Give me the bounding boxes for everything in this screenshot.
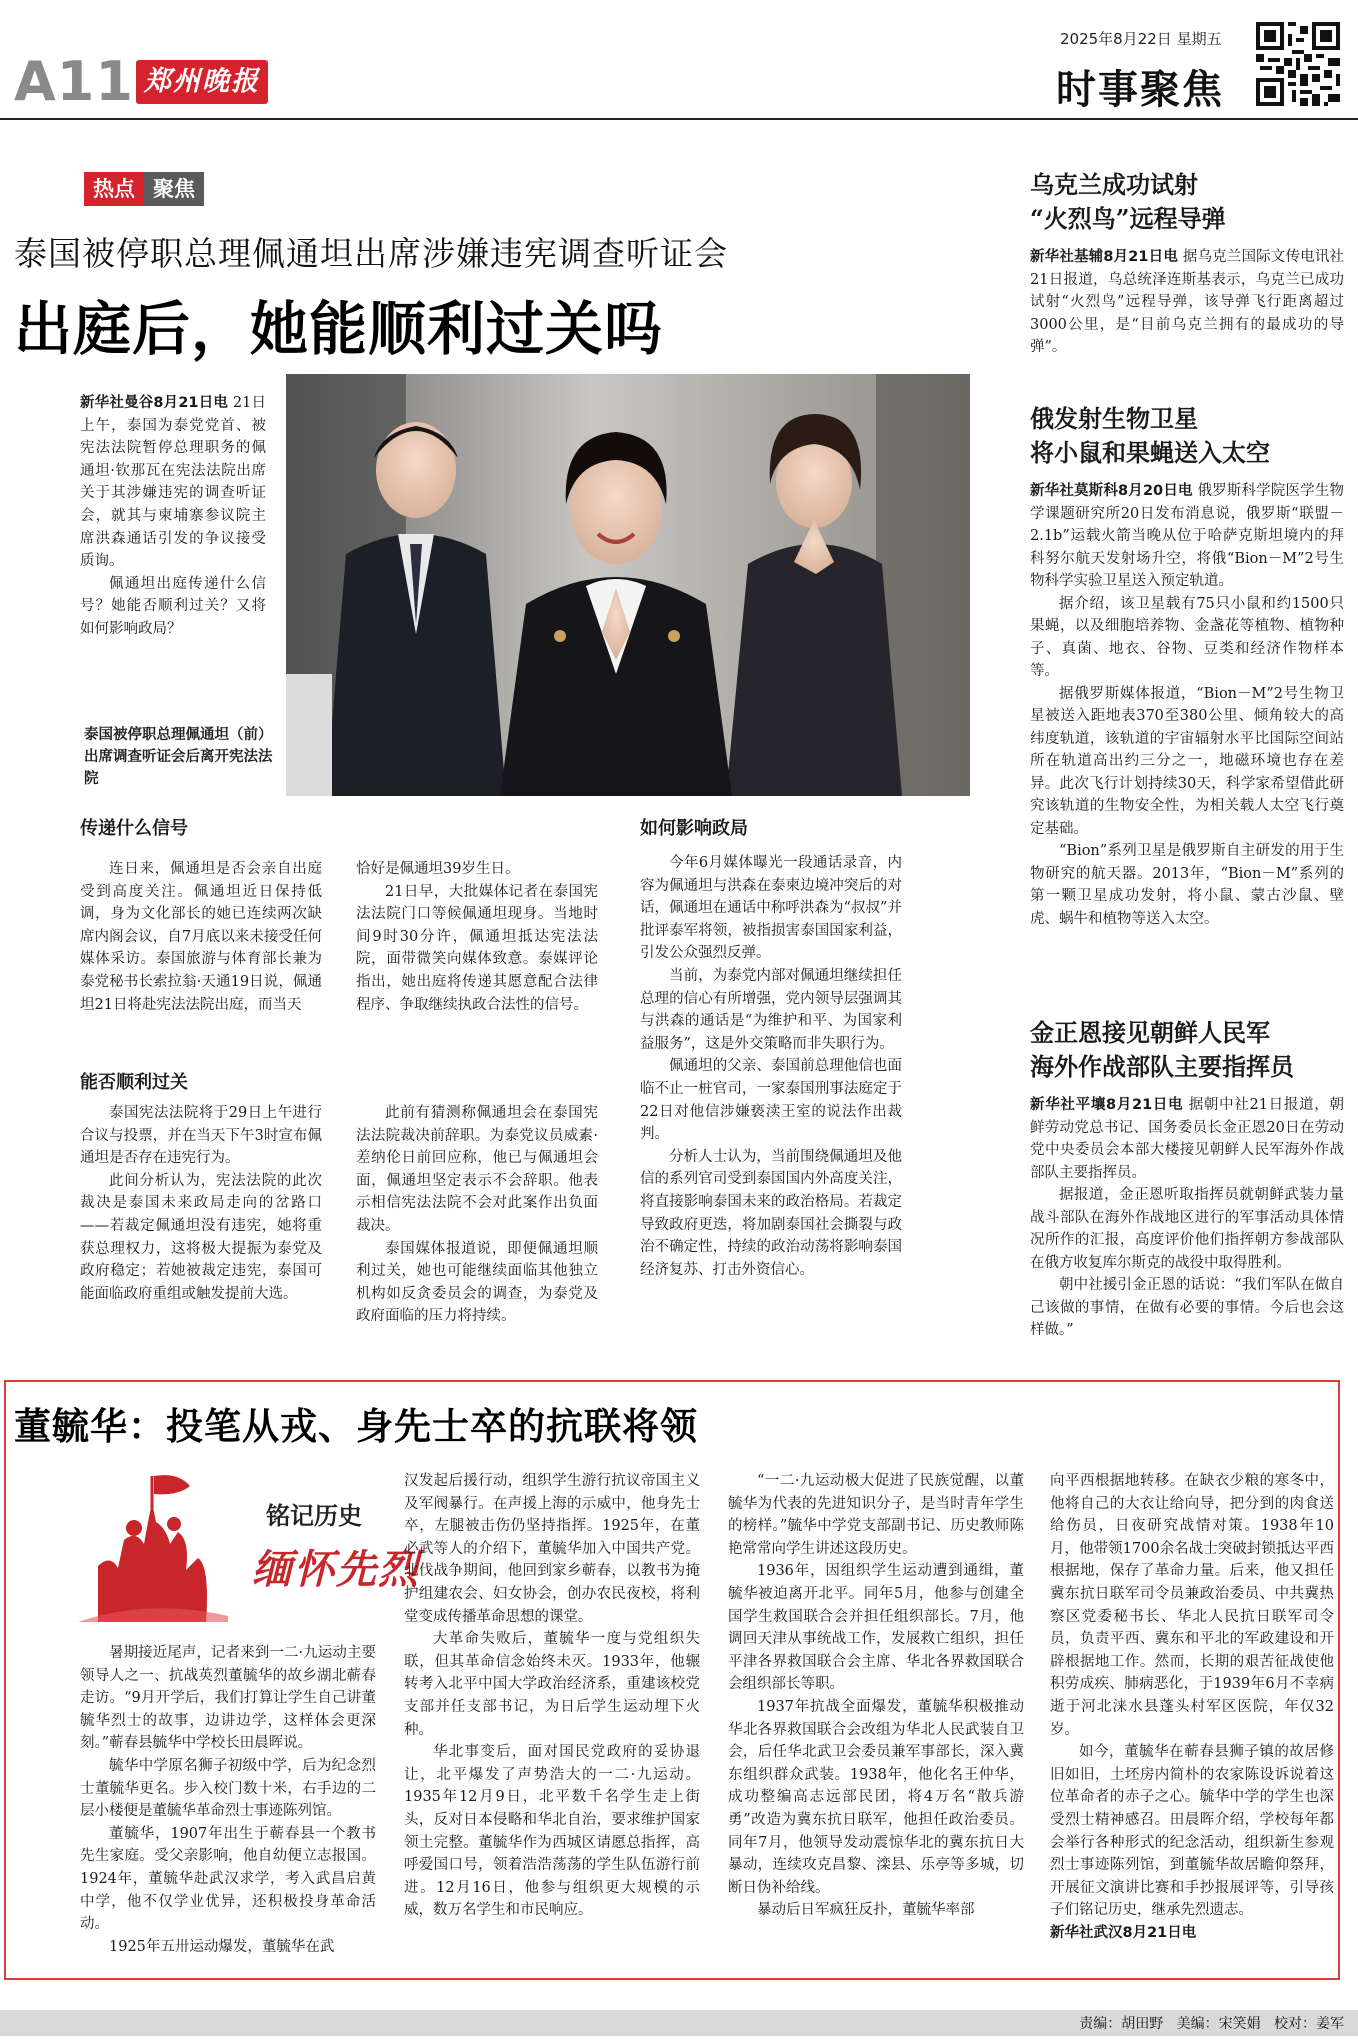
- masthead-rule: [0, 118, 1358, 120]
- lead-section1-title: 传递什么信号: [80, 818, 188, 839]
- feature-col4: 向平西根据地转移。在缺衣少粮的寒冬中，他将自己的大衣让给向导，把分到的肉食送给伤员，日夜研究战情对策。1938年10月，他带领1700余名战士突破封锁抵达平西根据地，保存了革命力量。后来，他又担任冀东抗日联军司令员兼政治委员、中共冀热察区党委秘书长、华北人民抗日联军司令员，负责平西、冀东和平北的军政建设和开辟根据地工作。然而，长期的艰苦征战使他积劳成疾、肺病恶化，于1939年6月不幸病逝于河北涞水县蓬头村军区医院，年仅32岁。 如今，董毓华在蕲春县狮子镇的故居修旧如旧，土坯房内简朴的农家陈设诉说着这位革命者的赤子之心。毓华中学的学生也深受烈士精神感召。田晨晖介绍，学校每年都会举行各种形式的纪念活动，组织新生参观烈士事迹陈列馆，到董毓华故居瞻仰祭拜，开展征文演讲比赛和手抄报展评等，引导孩子们铭记历史，继承先烈遗志。 新华社武汉8月21日电: [1050, 1470, 1334, 1944]
- lead-section3-title: 如何影响政局: [640, 818, 748, 839]
- side-story-title: 金正恩接见朝鲜人民军 海外作战部队主要指挥员: [1030, 1018, 1294, 1081]
- lead-section2-col2: 此前有猜测称佩通坦会在泰国宪法法院裁决前辞职。为泰党议员威素·差纳伦日前回应称，他已与佩通坦会面，佩通坦坚定表示不会辞职。他表示相信宪法法院不会对此案作出负面裁决。 泰国媒体报道说，即便佩通坦顺利过关，她也可能继续面临其他独立机构如反贪委员会的调查，为泰党及政府面临的压力将持续。: [356, 1105, 598, 1325]
- side-story-russia: 俄发射生物卫星 将小鼠和果蝇送入太空 新华社莫斯科8月20日电 俄罗斯科学院医学生物学课题研究所20日发布消息说，俄罗斯“联盟－2.1b”运载火箭当晚从位于哈萨克斯坦境内的拜科努尔航天发射场升空，将俄“Bion－M”2号生物科学实验卫星送入预定轨道。 据介绍，该卫星载有75只小鼠和约1500只果蝇，以及细胞培养物、金盏花等植物、植物种子、真菌、地衣、谷物、豆类和经济作物样本等。 据俄罗斯媒体报道，“Bion－M”2号生物卫星被送入距地表370至380公里、倾角较大的高纬度轨道，该轨道的宇宙辐射水平比国际空间站所在轨道高出约三分之一，地磁环境也存在差异。此次飞行计划持续30天，科学家希望借此研究该轨道的生物安全性，为相关载人太空飞行奠定基础。 “Bion”系列卫星是俄罗斯自主研发的用于生物研究的航天器。2013年，“Bion－M”系列的第一颗卫星成功发射，将小鼠、蒙古沙鼠、壁虎、蜗牛和植物等送入太空。: [1030, 404, 1344, 927]
- badge-subtitle: 缅怀先烈: [252, 1546, 420, 1593]
- lead-teaser: 佩通坦出庭传递什么信号？她能否顺利过关？又将如何影响政局？: [80, 575, 266, 637]
- page-number: A11: [14, 50, 134, 113]
- section-name: 时事聚焦: [1056, 67, 1224, 113]
- lead-lede: [80, 392, 266, 641]
- hot-topic-tag: [84, 172, 204, 206]
- side-story-title: 乌克兰成功试射 “火烈鸟”远程导弹: [1030, 170, 1226, 233]
- lead-photo: [286, 374, 970, 796]
- lead-section1-col2: 恰好是佩通坦39岁生日。 21日早，大批媒体记者在泰国宪法法院门口等候佩通坦现身。当地时间9时30分许，佩通坦抵达宪法法院，面带微笑向媒体致意。泰媒评论指出，她出庭将传递其愿意配合法律程序、争取继续执政合法性的信号。: [356, 861, 598, 1013]
- lead-kicker: 泰国被停职总理佩通坦出席涉嫌违宪调查听证会: [14, 234, 728, 273]
- tag-focus: 聚焦: [144, 172, 204, 206]
- qr-code-icon: [1252, 18, 1344, 110]
- lead-dateline: 新华社曼谷8月21日电: [80, 395, 229, 411]
- feature-signoff: 新华社武汉8月21日电: [1050, 1924, 1197, 1941]
- masthead: [0, 0, 1358, 120]
- paper-name: 郑州晚报: [144, 66, 260, 97]
- lead-section3-col: 今年6月媒体曝光一段通话录音，内容为佩通坦与洪森在泰柬边境冲突后的对话，佩通坦在通话中称呼洪森为“叔叔”并批评泰军将领，被指损害泰国国家利益，引发公众强烈反弹。 当前，为泰党内部对佩通坦继续担任总理的信心有所增强，党内领导层强调其与洪森的通话是“为维护和平、为国家利益服务”，这是外交策略而非失职行为。 佩通坦的父亲、泰国前总理他信也面临不止一桩官司，一家泰国刑事法庭定于22日对他信涉嫌亵渎王室的说法作出裁判。 分析人士认为，当前围绕佩通坦及他信的系列官司受到泰国国内外高度关注，将直接影响泰国未来的政治格局。若裁定导致政府更迭，将加剧泰国社会撕裂与政治不确定性，持续的政治动荡将影响泰国经济复苏、打击外资信心。: [640, 855, 902, 1278]
- issue-date: 2025年8月22日 星期五: [1060, 30, 1222, 48]
- footer-credits: [1079, 2013, 1344, 2033]
- side-dateline: 新华社莫斯科8月20日电: [1030, 483, 1193, 499]
- feature-col3: “一二·九运动极大促进了民族觉醒，以董毓华为代表的先进知识分子，是当时青年学生的榜样。”毓华中学党支部副书记、历史教师陈艳常常向学生讲述这段历史。 1936年，因组织学生运动遭到通缉，董毓华被迫离开北平。同年5月，他参与创建全国学生救国联合会并担任组织部长。7月，他调回天津从事统战工作，发展救亡组织，担任平津各界救国联合会主席、华北各界救国联合会组织部长等职。 1937年抗战全面爆发，董毓华积极推动华北各界救国联合会改组为华北人民武装自卫会，后任华北武卫会委员兼军事部长，深入冀东组织群众武装。1938年，他化名王仲华，成功整编高志远部民团，将4万名“散兵游勇”改造为冀东抗日联军，他担任政治委员。同年7月，他领导发动震惊华北的冀东抗日大暴动，连续攻克昌黎、滦县、乐亭等多城，切断日伪补给线。 暴动后日军疯狂反扑，董毓华率部: [728, 1473, 1024, 1919]
- footer-proofreader: 校对：姜军: [1274, 2016, 1344, 2032]
- paper-logo: [136, 60, 268, 104]
- side-dateline: 新华社基辅8月21日电: [1030, 249, 1178, 265]
- footer-editor: 责编：胡田野: [1079, 2016, 1164, 2032]
- side-dateline: 新华社平壤8月21日电: [1030, 1097, 1184, 1113]
- side-story-title: 俄发射生物卫星 将小鼠和果蝇送入太空: [1030, 404, 1270, 467]
- lead-section2-col1: 泰国宪法法院将于29日上午进行合议与投票，并在当天下午3时宣布佩通坦是否存在违宪行为。 此间分析认为，宪法法院的此次裁决是泰国未来政局走向的岔路口——若裁定佩通坦没有违宪，她将重获总理权力，这将极大提振为泰党及政府稳定；若她被裁定违宪，泰国可能面临政府重组或触发提前大选。: [80, 1105, 322, 1302]
- footer-designer: 美编：宋笑娟: [1176, 2016, 1261, 2032]
- photo-caption: 泰国被停职总理佩通坦（前）出席调查听证会后离开宪法法院: [84, 727, 273, 787]
- lead-lede-text: 21日上午，泰国为泰党党首、被宪法法院暂停总理职务的佩通坦·钦那瓦在宪法法院出席关于其涉嫌违宪的调查听证会，就其与柬埔寨参议院主席洪森通话引发的争议接受质询。: [80, 395, 267, 570]
- tag-hot: 热点: [84, 172, 144, 206]
- lead-section2-title: 能否顺利过关: [80, 1072, 188, 1093]
- feature-headline: 董毓华：投笔从戎、身先士卒的抗联将领: [14, 1404, 698, 1448]
- feature-col2: 汉发起后援行动，组织学生游行抗议帝国主义及军阀暴行。在声援上海的示威中，他身先士卒，左腿被击伤仍坚持指挥。1925年，在董必武等人的介绍下，董毓华加入中国共产党。北伐战争期间，他回到家乡蕲春，以教书为掩护组建农会、妇女协会，创办农民夜校，将利堂变成传播革命思想的课堂。 大革命失败后，董毓华一度与党组织失联，但其革命信念始终未灭。1933年，他辗转考入北平中国大学政治经济系，重建该校党支部并任支部书记，为日后学生运动埋下火种。 华北事变后，面对国民党政府的妥协退让，北平爆发了声势浩大的一二·九运动。1935年12月9日，北平数千名学生走上街头，反对日本侵略和华北自治，要求维护国家领土完整。董毓华作为西城区请愿总指挥，高呼爱国口号，领着浩浩荡荡的学生队伍游行前进。12月16日，他参与组织更大规模的示威，数万名学生和市民响应。: [404, 1473, 700, 1919]
- lead-headline: 出庭后，她能顺利过关吗: [14, 295, 664, 363]
- footer-bar: [0, 2010, 1358, 2036]
- badge-title: 铭记历史: [266, 1502, 362, 1530]
- lead-section1-col1: 连日来，佩通坦是否会亲自出庭受到高度关注。佩通坦近日保持低调，身为文化部长的她已连续两次缺席内阁会议，自7月底以来未接受任何媒体采访。泰国旅游与体育部长兼为泰党秘书长索拉翁·天通19日说，佩通坦21日将赴宪法法院出庭，而当天: [80, 861, 322, 1013]
- side-story-dprk: 金正恩接见朝鲜人民军 海外作战部队主要指挥员 新华社平壤8月21日电 据朝中社21日报道，朝鲜劳动党总书记、国务委员长金正恩20日在劳动党中央委员会本部大楼接见朝鲜人民军海外作战部队主要指挥员。 据报道，金正恩听取指挥员就朝鲜武装力量战斗部队在海外作战地区进行的军事活动具体情况所作的汇报，高度评价他们指挥朝方参战部队在俄方收复库尔斯克的战役中取得胜利。 朝中社援引金正恩的话说：“我们军队在做自己该做的事情，在做有必要的事情。今后也会这样做。”: [1030, 1018, 1345, 1338]
- side-story-ukraine: 乌克兰成功试射 “火烈鸟”远程导弹 新华社基辅8月21日电 据乌克兰国际文传电讯社21日报道，乌总统泽连斯基表示，乌克兰已成功试射“火烈鸟”远程导弹，该导弹飞行距离超过3000公里，是“目前乌克兰拥有的最成功的导弹”。: [1030, 170, 1344, 355]
- feature-col1: 暑期接近尾声，记者来到一二·九运动主要领导人之一、抗战英烈董毓华的故乡湖北蕲春走访。“9月开学后，我们打算让学生自己讲董毓华烈士的故事，边讲边学，这样体会更深刻。”蕲春县毓华中学校长田晨晖说。 毓华中学原名狮子初级中学，后为纪念烈士董毓华更名。步入校门数十米，右手边的二层小楼便是董毓华革命烈士事迹陈列馆。 董毓华，1907年出生于蕲春县一个教书先生家庭。受父亲影响，他自幼便立志报国。1924年，董毓华赴武汉求学，考入武昌启黄中学，他不仅学业优异，还积极投身革命活动。 1925年五卅运动爆发，董毓华在武: [80, 1645, 376, 1955]
